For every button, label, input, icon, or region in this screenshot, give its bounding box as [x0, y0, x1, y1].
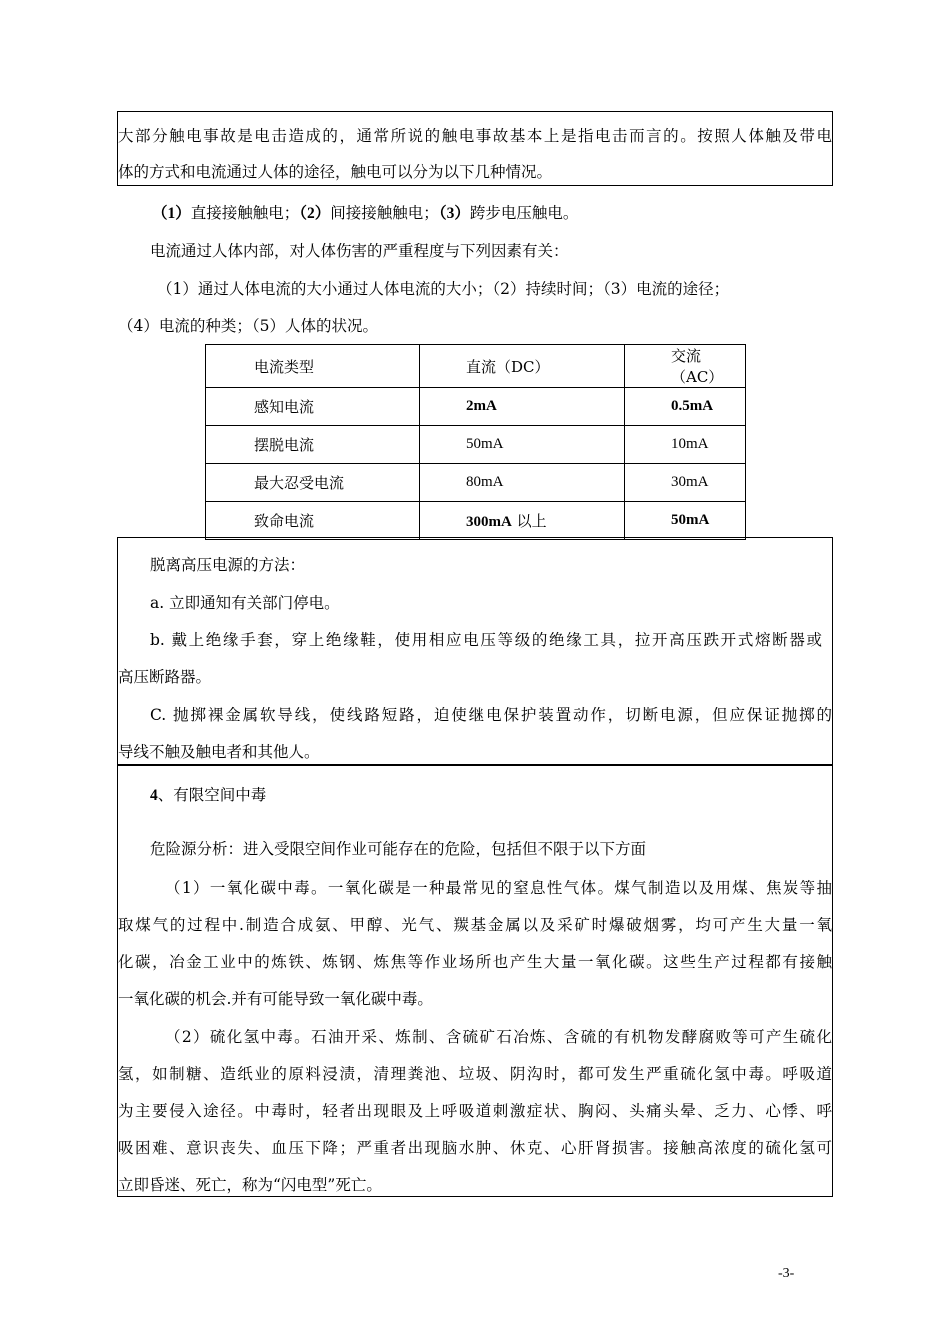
h2s-line-1: （2）硫化氢中毒。石油开采、炼制、含硫矿石冶炼、含硫的有机物发酵腐败等可产生硫化 — [165, 1028, 832, 1046]
co-line-4: 一氧化碳的机会.并有可能导致一氧化碳中毒。 — [118, 990, 433, 1008]
dc-value-number: 300mA — [466, 514, 512, 530]
dc-value-suffix: 以上 — [516, 512, 547, 530]
hv-item-b-line-1: b. 戴上绝缘手套，穿上绝缘鞋，使用相应电压等级的绝缘工具，拉开高压跌开式熔断器或 — [150, 631, 822, 649]
section-number: 4 — [150, 787, 158, 804]
h2s-line-2: 氢，如制糖、造纸业的原料浸渍，清理粪池、垃圾、阴沟时，都可发生严重硫化氢中毒。呼吸道 — [118, 1065, 832, 1083]
h2s-line-5: 立即昏迷、死亡，称为“闪电型”死亡。 — [118, 1176, 382, 1194]
header-ac: 交流（AC） — [625, 345, 746, 388]
header-dc: 直流（DC） — [420, 345, 625, 388]
type-1-num: （1） — [152, 205, 191, 222]
factors-intro: 电流通过人体内部，对人体伤害的严重程度与下列因素有关： — [150, 242, 569, 260]
confined-space-box — [117, 764, 833, 1197]
dc-value: 80mA — [420, 464, 625, 502]
dc-value — [420, 502, 625, 540]
intro-line-1: 大部分触电事故是电击造成的，通常所说的触电事故基本上是指电击而言的。按照人体触及带电 — [118, 127, 832, 145]
header-type: 电流类型 — [206, 345, 420, 388]
ac-value: 10mA — [625, 426, 746, 464]
dc-value: 2mA — [420, 388, 625, 426]
table-row — [206, 426, 746, 464]
dc-value: 50mA — [420, 426, 625, 464]
co-line-1: （1）一氧化碳中毒。一氧化碳是一种最常见的窒息性气体。煤气制造以及用煤、焦炭等抽 — [165, 879, 832, 897]
table-header-row — [206, 345, 746, 388]
factors-line-2: （4）电流的种类；（5）人体的状况。 — [118, 317, 378, 335]
table-row — [206, 502, 746, 540]
table-row — [206, 388, 746, 426]
row-label: 致命电流 — [206, 502, 420, 540]
hv-item-c-line-2: 导线不触及触电者和其他人。 — [118, 743, 320, 761]
type-1-text: 直接接触触电； — [190, 204, 300, 222]
hazard-intro: 危险源分析：进入受限空间作业可能存在的危险，包括但不限于以下方面 — [150, 840, 647, 858]
hv-item-a: a. 立即通知有关部门停电。 — [150, 594, 340, 612]
ac-value: 50mA — [625, 502, 746, 540]
row-label: 感知电流 — [206, 388, 420, 426]
current-table — [205, 344, 746, 540]
h2s-line-4: 吸困难、意识丧失、血压下降；严重者出现脑水肿、休克、心肝肾损害。接触高浓度的硫化氢可 — [118, 1139, 832, 1157]
contact-types — [152, 201, 578, 223]
h2s-line-3: 为主要侵入途径。中毒时，轻者出现眼及上呼吸道刺激症状、胸闷、头痛头晕、乏力、心悸、呼 — [118, 1102, 832, 1120]
page-number: -3- — [778, 1266, 795, 1281]
hv-item-b-line-2: 高压断路器。 — [118, 668, 212, 686]
type-2-text: 间接接触触电； — [330, 204, 439, 222]
type-3-num: （3） — [438, 205, 470, 222]
row-label: 摆脱电流 — [206, 426, 420, 464]
co-line-2: 取煤气的过程中.制造合成氨、甲醇、光气、羰基金属以及采矿时爆破烟雾，均可产生大量一氧 — [118, 916, 832, 934]
type-3-text: 跨步电压触电。 — [469, 204, 579, 222]
hv-item-c-line-1: C. 抛掷裸金属软导线，使线路短路，迫使继电保护装置动作，切断电源，但应保证抛掷的 — [150, 706, 832, 724]
co-line-3: 化碳，冶金工业中的炼铁、炼钢、炼焦等作业场所也产生大量一氧化碳。这些生产过程都有接触 — [118, 953, 832, 971]
hv-title: 脱离高压电源的方法： — [150, 556, 306, 574]
type-2-num: （2） — [299, 205, 331, 222]
section-heading — [150, 783, 266, 805]
row-label: 最大忍受电流 — [206, 464, 420, 502]
ac-value: 0.5mA — [625, 388, 746, 426]
intro-line-2: 体的方式和电流通过人体的途径，触电可以分为以下几种情况。 — [118, 163, 553, 181]
ac-value: 30mA — [625, 464, 746, 502]
section-title: 、有限空间中毒 — [157, 786, 267, 804]
factors-line-1: （1）通过人体电流的大小通过人体电流的大小；（2）持续时间；（3）电流的途径； — [157, 280, 730, 298]
table-row — [206, 464, 746, 502]
